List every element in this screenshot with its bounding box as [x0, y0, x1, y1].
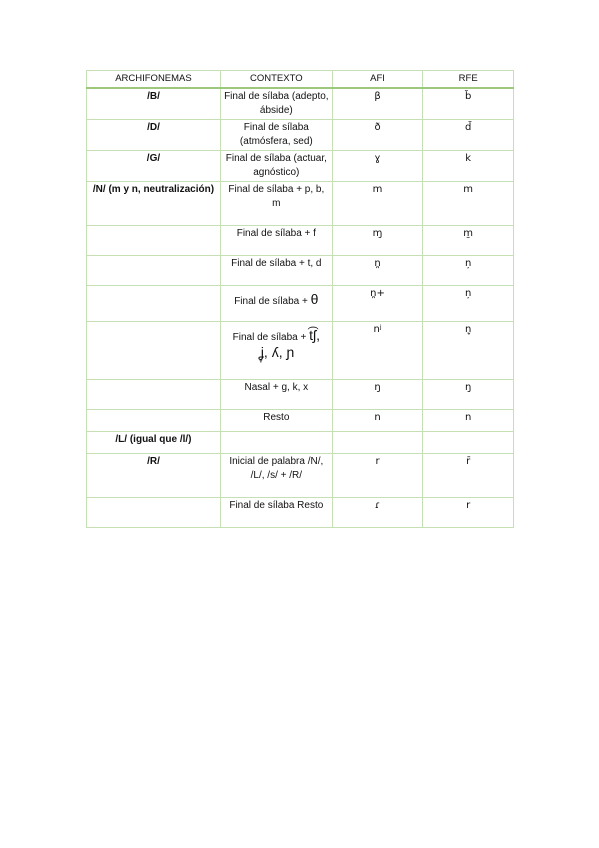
rfe-cell: m — [423, 182, 514, 226]
context-cell: Resto — [220, 410, 332, 432]
context-cell — [220, 432, 332, 454]
rfe-cell: b̆ — [423, 88, 514, 120]
archiphoneme-cell — [87, 322, 221, 380]
rfe-cell: r̄ — [423, 454, 514, 498]
afi-cell: n — [332, 410, 423, 432]
table-row — [87, 226, 514, 256]
table-row — [87, 286, 514, 322]
rfe-cell: ņ — [423, 286, 514, 322]
context-symbol: t͡ʃ, — [309, 327, 320, 343]
context-cell — [220, 322, 332, 380]
archiphoneme-cell — [87, 498, 221, 528]
context-cell: Nasal + g, k, x — [220, 380, 332, 410]
context-text: Final de sílaba + — [234, 296, 311, 307]
rfe-cell: m̱ — [423, 226, 514, 256]
afi-cell — [332, 432, 423, 454]
context-cell: Final de sílaba Resto — [220, 498, 332, 528]
table-row — [87, 182, 514, 226]
afi-cell: r — [332, 454, 423, 498]
afi-cell: ŋ — [332, 380, 423, 410]
afi-cell: n̪ — [332, 256, 423, 286]
table-row — [87, 432, 514, 454]
table-row — [87, 454, 514, 498]
context-cell: Final de sílaba + t, d — [220, 256, 332, 286]
archiphoneme-cell — [87, 410, 221, 432]
table-row — [87, 498, 514, 528]
context-cell: Final de sílaba + p, b, m — [220, 182, 332, 226]
header-rfe: RFE — [423, 71, 514, 89]
rfe-cell: n — [423, 410, 514, 432]
rfe-cell: k — [423, 151, 514, 182]
table-row — [87, 88, 514, 120]
afi-cell: ɣ — [332, 151, 423, 182]
afi-cell: ɱ — [332, 226, 423, 256]
context-cell: Final de sílaba + f — [220, 226, 332, 256]
rfe-cell — [423, 432, 514, 454]
archiphoneme-cell: /L/ (igual que /l/) — [87, 432, 221, 454]
table-row — [87, 380, 514, 410]
context-cell: Final de sílaba (actuar, agnóstico) — [220, 151, 332, 182]
archiphoneme-cell — [87, 286, 221, 322]
afi-cell: ð — [332, 120, 423, 151]
table-header-row — [87, 71, 514, 89]
rfe-cell: ṇ̬ — [423, 322, 514, 380]
table-row — [87, 120, 514, 151]
archiphoneme-cell — [87, 380, 221, 410]
archiphoneme-cell — [87, 256, 221, 286]
rfe-cell: ņ — [423, 256, 514, 286]
archiphoneme-cell: /R/ — [87, 454, 221, 498]
table-row — [87, 151, 514, 182]
context-cell: Final de sílaba (atmósfera, sed) — [220, 120, 332, 151]
rfe-cell: d̆ — [423, 120, 514, 151]
context-cell: Final de sílaba (adepto, ábside) — [220, 88, 332, 120]
context-cell — [220, 286, 332, 322]
archiphoneme-cell — [87, 226, 221, 256]
afi-cell: β — [332, 88, 423, 120]
header-archifonemas: ARCHIFONEMAS — [87, 71, 221, 89]
archiphoneme-cell: /B/ — [87, 88, 221, 120]
table-row — [87, 256, 514, 286]
afi-cell: nʲ — [332, 322, 423, 380]
context-cell: Inicial de palabra /N/, /L/, /s/ + /R/ — [220, 454, 332, 498]
afi-cell: ɾ — [332, 498, 423, 528]
rfe-cell: ŋ — [423, 380, 514, 410]
context-symbol: θ — [310, 291, 319, 307]
archiphoneme-cell: /G/ — [87, 151, 221, 182]
table-row — [87, 322, 514, 380]
header-contexto: CONTEXTO — [220, 71, 332, 89]
afi-cell: m — [332, 182, 423, 226]
table-row — [87, 410, 514, 432]
afi-cell: n̪+ — [332, 286, 423, 322]
rfe-cell: r — [423, 498, 514, 528]
context-symbol-line2: ʝ̞, ʎ, ɲ — [258, 344, 295, 360]
context-text: Final de sílaba + — [232, 332, 310, 343]
archiphoneme-cell: /D/ — [87, 120, 221, 151]
header-afi: AFI — [332, 71, 423, 89]
archiphoneme-cell: /N/ (m y n, neutralización) — [87, 182, 221, 226]
archiphoneme-table — [86, 70, 514, 528]
